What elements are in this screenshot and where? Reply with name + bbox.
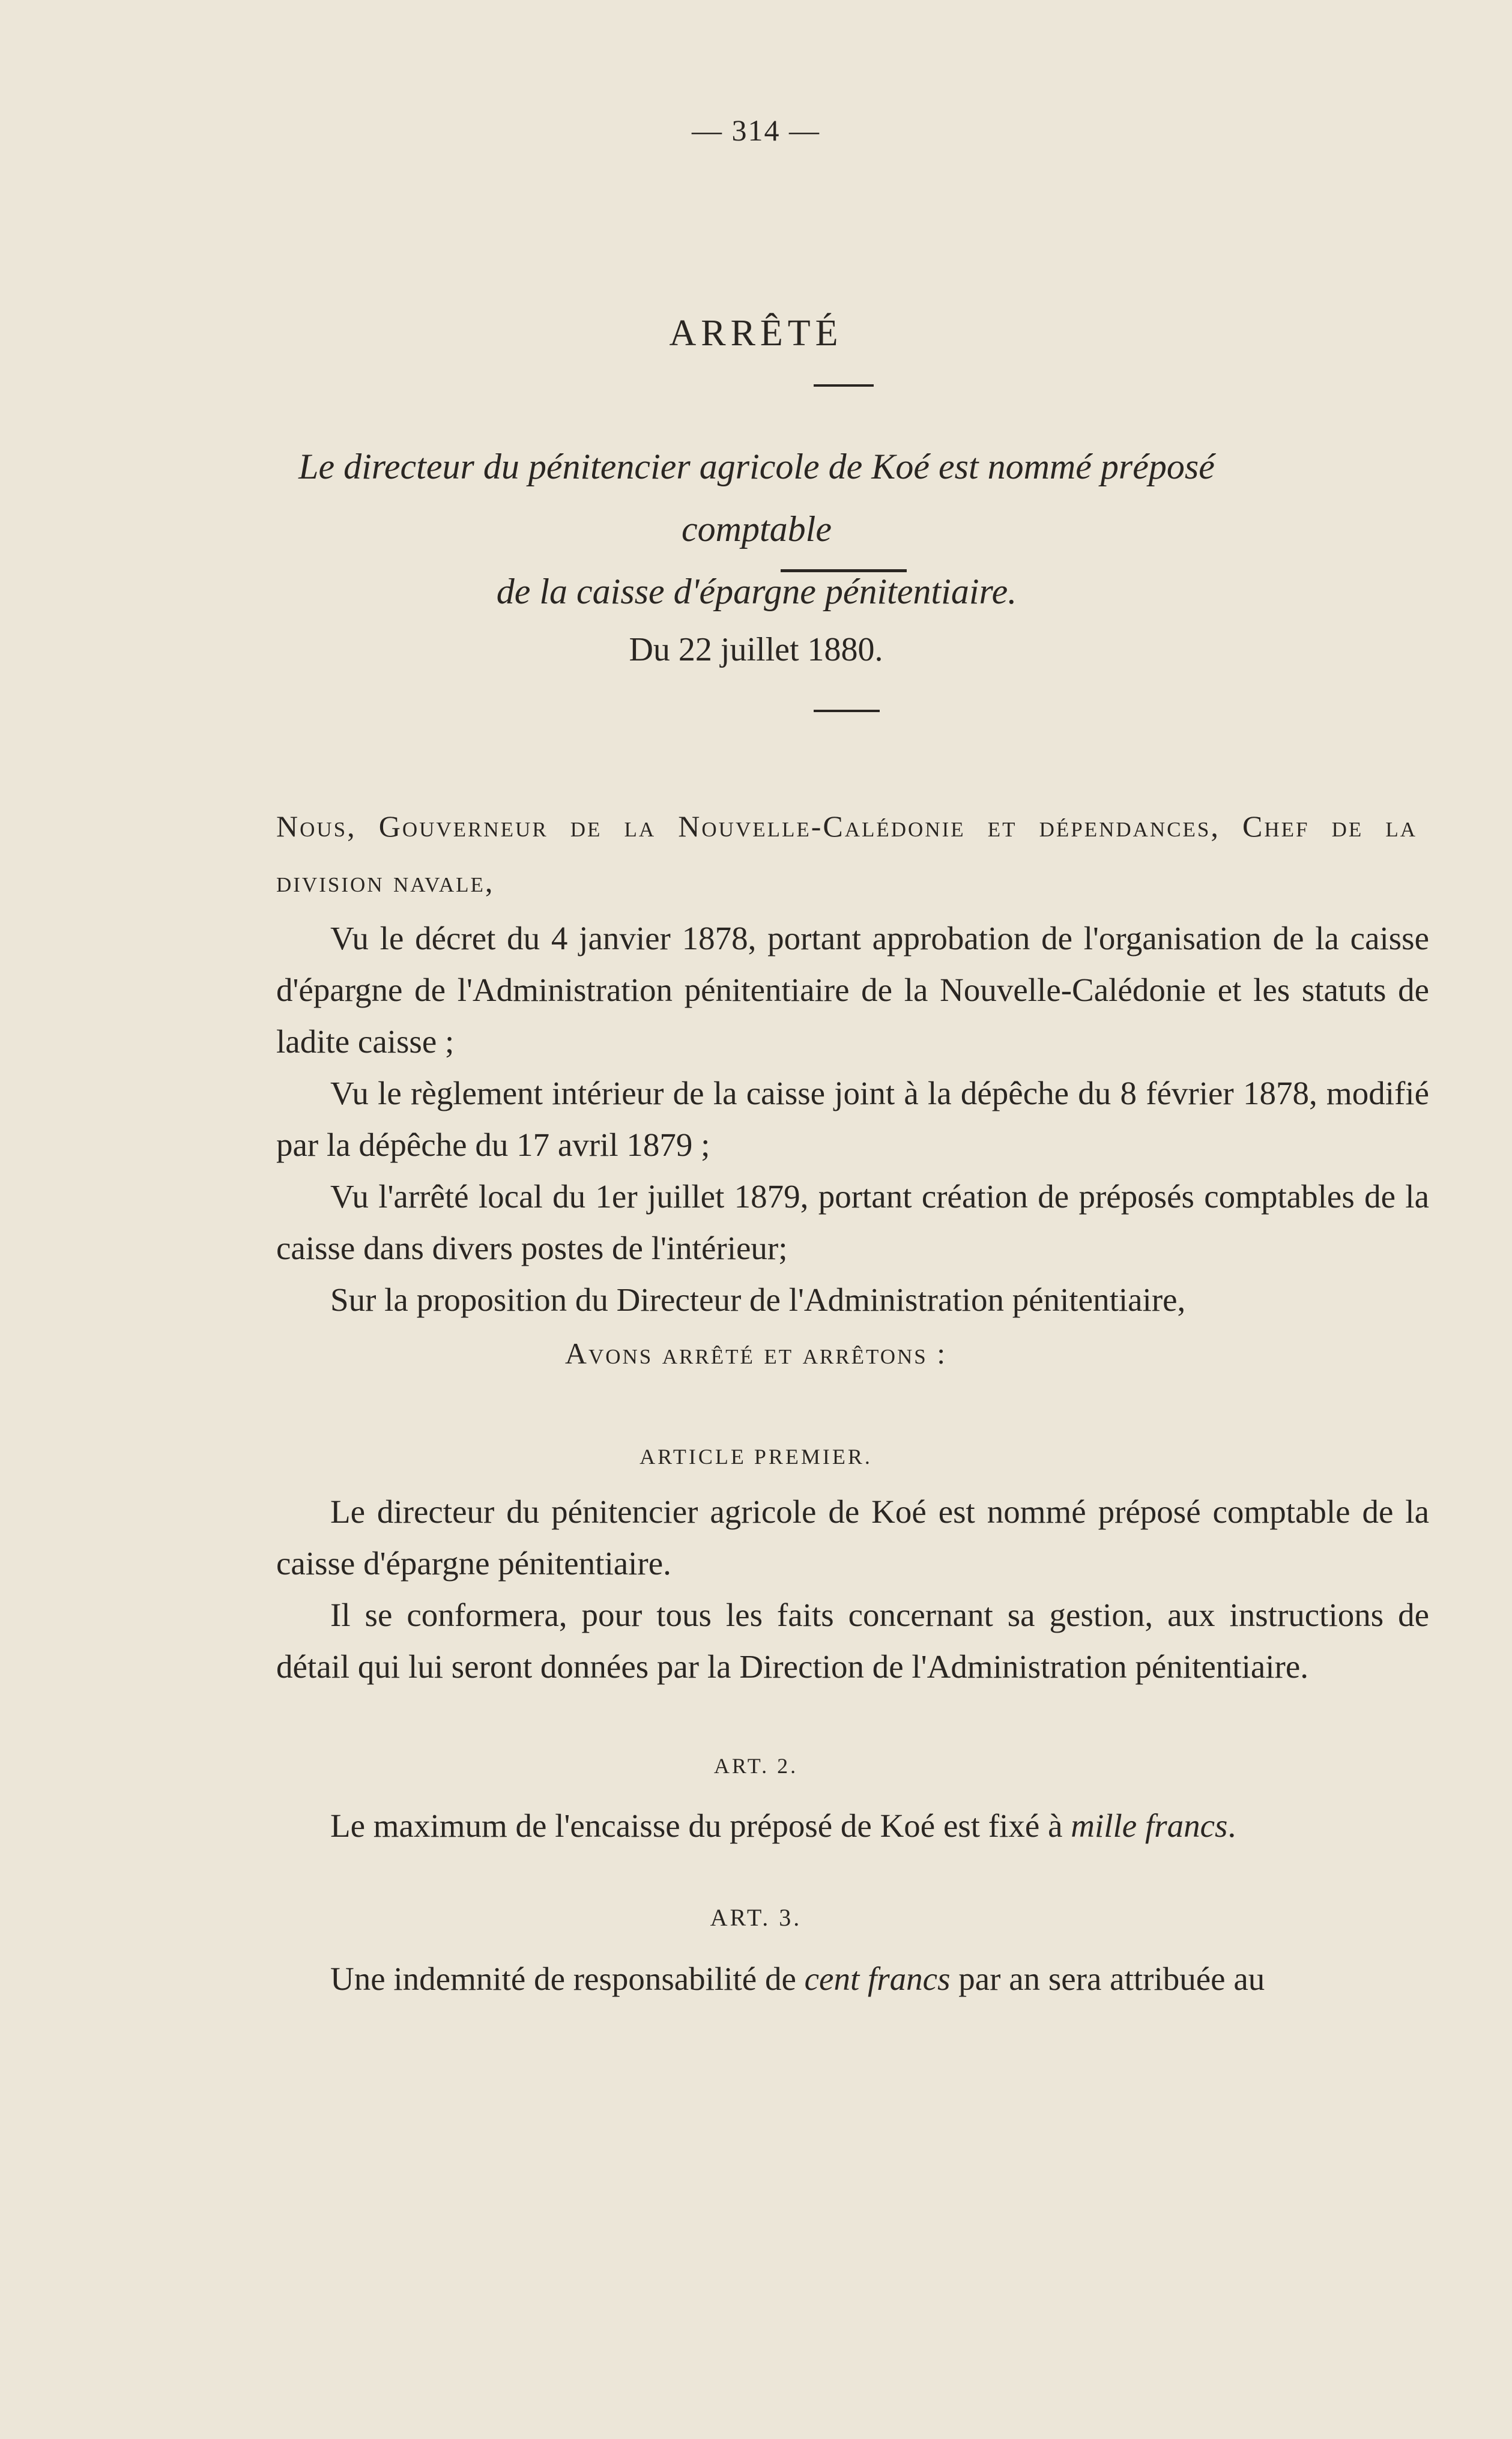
document-date: Du 22 juillet 1880.: [629, 631, 883, 668]
page-number: — 314 —: [692, 113, 820, 147]
preamble: Nous, Gouverneur de la Nouvelle-Calédonie et dépendances, Chef de la division navale,: [276, 809, 1417, 898]
article-paragraph: Il se conformera, pour tous les faits concernant sa gestion, aux instructions de détail qui lui seront données par la Direction de l'Administration pénitentiaire.: [276, 1597, 1429, 1685]
article-text: Le maximum de l'encaisse du préposé de Koé est fixé à: [330, 1807, 1071, 1844]
title-divider: [814, 384, 874, 387]
article-paragraph: Le directeur du pénitencier agricole de Koé est nommé préposé comptable de la caisse d'épargne pénitentiaire.: [276, 1493, 1429, 1582]
article-heading: ART. 3.: [710, 1904, 802, 1931]
article-emphasis: mille francs: [1071, 1807, 1228, 1844]
consideration-paragraph: Sur la proposition du Directeur de l'Administration pénitentiaire,: [330, 1281, 1186, 1318]
article-emphasis: cent francs: [804, 1960, 951, 1997]
considerations: [276, 913, 1429, 1326]
article-text: par an sera attribuée au: [950, 1960, 1265, 1997]
date-divider: [814, 710, 880, 712]
article-paragraph: [276, 1800, 1429, 1852]
article-heading: ARTICLE PREMIER.: [640, 1445, 872, 1469]
article-text: .: [1227, 1807, 1236, 1844]
decree-formula: Avons arrêté et arrêtons :: [564, 1337, 948, 1370]
article-body: [276, 1953, 1429, 2005]
document-summary: [240, 435, 1273, 623]
document-title: ARRÊTÉ: [669, 313, 843, 354]
article-text: Une indemnité de responsabilité de: [330, 1960, 805, 1997]
article-paragraph: [276, 1953, 1429, 2005]
consideration-paragraph: Vu le règlement intérieur de la caisse joint à la dépêche du 8 février 1878, modifié par la dépêche du 17 avril 1879 ;: [276, 1075, 1429, 1163]
summary-line: de la caisse d'épargne pénitentiaire.: [496, 572, 1017, 611]
summary-line: Le directeur du pénitencier agricole de Koé est nommé préposé comptable: [298, 447, 1215, 549]
article-heading: ART. 2.: [713, 1754, 799, 1778]
article-body: [276, 1486, 1429, 1693]
summary-divider: [781, 569, 907, 572]
consideration-paragraph: Vu le décret du 4 janvier 1878, portant approbation de l'organisation de la caisse d'épargne de l'Administration pénitentiaire de la Nouvelle-Calédonie et les statuts de ladite caisse ;: [276, 920, 1429, 1060]
article-body: [276, 1800, 1429, 1852]
consideration-paragraph: Vu l'arrêté local du 1er juillet 1879, portant création de préposés comptables de la caisse dans divers postes de l'intérieur;: [276, 1178, 1429, 1266]
